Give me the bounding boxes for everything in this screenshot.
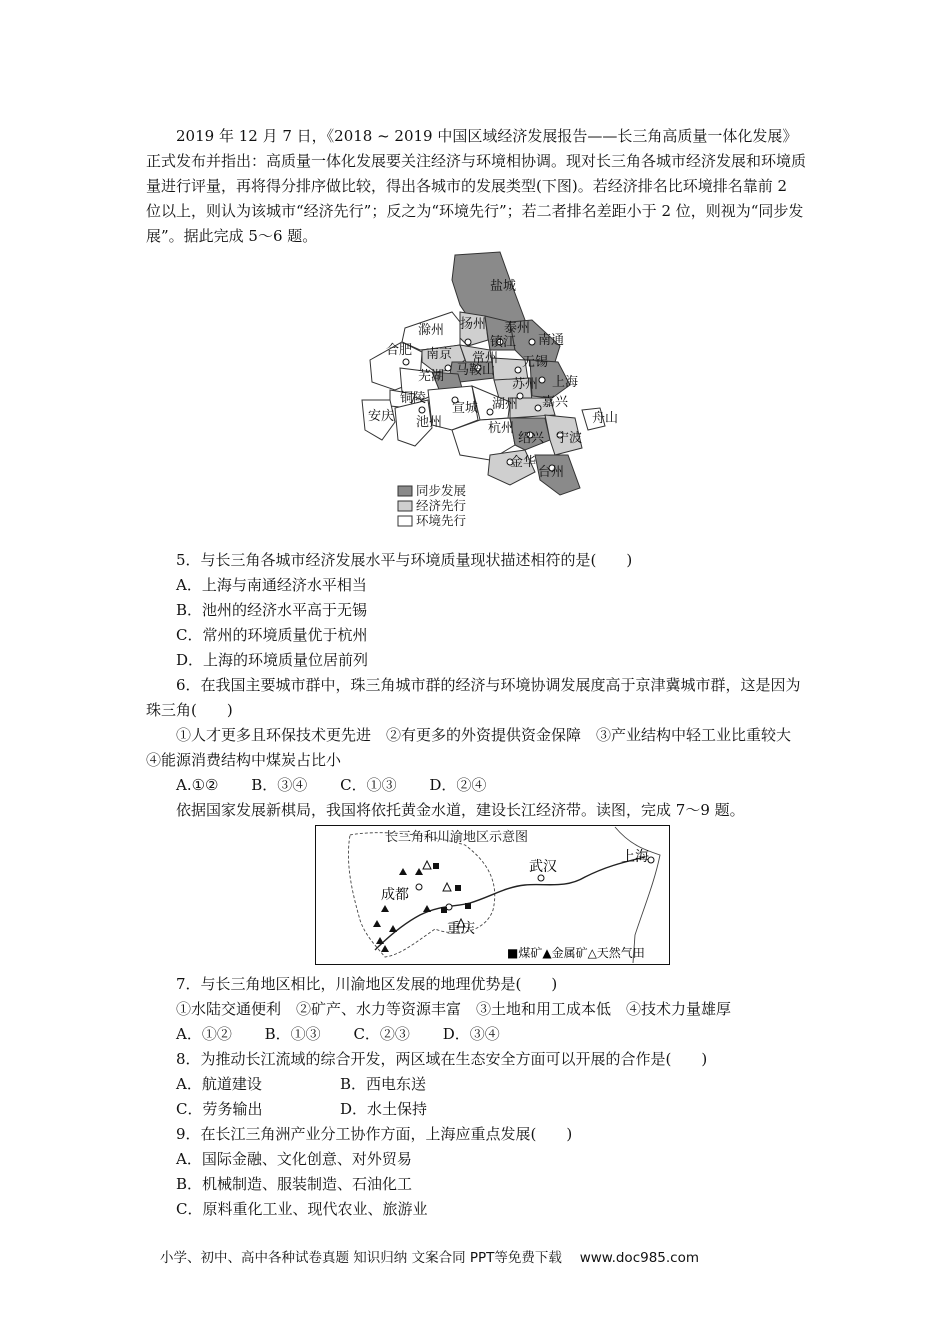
label-ningbo: 宁波 (556, 431, 583, 446)
label-changzhou: 常州 (472, 351, 499, 366)
q8-option-a: A．航道建设 (176, 1075, 262, 1093)
q5-option-d: D．上海的环境质量位居前列 (176, 651, 369, 669)
map2-city-chongqing: 重庆 (447, 921, 475, 937)
label-suzhou: 苏州 (512, 377, 539, 392)
map2-city-chengdu: 成都 (381, 887, 409, 903)
q9-option-a: A．国际金融、文化创意、对外贸易 (176, 1150, 412, 1168)
label-yancheng: 盐城 (490, 279, 517, 294)
map2-city-wuhan: 武汉 (529, 859, 557, 875)
q6-option-b: B．③④ (251, 776, 308, 794)
label-zhenjiang: 镇江 (490, 335, 517, 350)
q6-option-c: C．①③ (340, 776, 397, 794)
q6-stem: 6．在我国主要城市群中，珠三角城市群的经济与环境协调发展度高于京津冀城市群，这是因为珠三角( ) (146, 676, 801, 719)
legend-sync: 同步发展 (416, 483, 467, 498)
label-anqing: 安庆 (368, 409, 395, 424)
q9-stem: 9．在长江三角洲产业分工协作方面，上海应重点发展( ) (176, 1125, 573, 1143)
label-taizhou-js: 泰州 (504, 321, 531, 336)
intro-paragraph: 2019 年 12 月 7 日，《2018 ~ 2019 中国区域经济发展报告——长三角高质量一体化发展》正式发布并指出：高质量一体化发展要关注经济与环境相协调。现对长三角各城市经济发展和环境质量进行评量，再将得分排序做比较，得出各城市的发展类型(下图)。若经济排名比环境排名靠前 2 位以上，则认为该城市“经济先行”；反之为“环境先行”；若二者排名差距小于 2 位，则视为“同步发展”。据此完成 5～6 题。 (146, 127, 807, 245)
label-xuancheng: 宣城 (452, 401, 479, 416)
yrd-development-map (360, 250, 630, 532)
q6-options (176, 773, 486, 798)
label-maanshan: 马鞍山 (456, 363, 496, 378)
label-huzhou: 湖州 (492, 397, 519, 412)
q6-items: ①人才更多且环保技术更先进 ②有更多的外资提供资金保障 ③产业结构中轻工业比重较大 ④能源消费结构中煤炭占比小 (146, 726, 807, 769)
q5-option-b: B．池州的经济水平高于无锡 (176, 601, 368, 619)
label-wuxi: 无锡 (522, 355, 549, 370)
q7-items: ①水陆交通便利 ②矿产、水力等资源丰富 ③土地和用工成本低 ④技术力量雄厚 (176, 1000, 732, 1018)
q5-stem: 5．与长三角各城市经济发展水平与环境质量现状描述相符的是( ) (176, 551, 633, 569)
q6-option-a: A.①② (176, 776, 219, 794)
q8-stem: 8．为推动长江流域的综合开发，两区域在生态安全方面可以开展的合作是( ) (176, 1050, 708, 1068)
legend-env: 环境先行 (416, 513, 467, 528)
label-chuzhou: 滁州 (418, 323, 445, 338)
label-jiaxing: 嘉兴 (542, 395, 569, 410)
label-wuhu: 芜湖 (418, 369, 445, 384)
q7-option-d: D．③④ (442, 1025, 500, 1043)
q5-option-a: A．上海与南通经济水平相当 (176, 576, 367, 594)
q8-option-d: D．水土保持 (340, 1100, 428, 1118)
label-shanghai: 上海 (552, 375, 579, 390)
label-tongling: 铜陵 (400, 391, 427, 406)
label-taizhou-zj: 台州 (538, 465, 565, 480)
label-hangzhou: 杭州 (488, 421, 515, 436)
label-shaoxing: 绍兴 (518, 431, 545, 446)
q7-option-b: B．①③ (264, 1025, 321, 1043)
label-chizhou: 池州 (416, 415, 443, 430)
map2-city-shanghai: 上海 (621, 849, 649, 865)
legend-econ: 经济先行 (416, 498, 467, 513)
q9-option-c: C．原料重化工业、现代农业、旅游业 (176, 1200, 428, 1218)
q8-option-b: B．西电东送 (340, 1075, 427, 1093)
q7-options (176, 1022, 500, 1047)
q7-stem: 7．与长三角地区相比，川渝地区发展的地理优势是( ) (176, 975, 558, 993)
q6-option-d: D．②④ (429, 776, 487, 794)
q7-option-a: A．①② (176, 1025, 232, 1043)
label-zhoushan: 舟山 (592, 411, 619, 426)
label-nanjing: 南京 (426, 347, 453, 362)
map1-legend (398, 483, 467, 528)
q8-option-c: C．劳务输出 (176, 1100, 263, 1118)
label-yangzhou: 扬州 (460, 317, 487, 332)
intro2: 依据国家发展新棋局，我国将依托黄金水道，建设长江经济带。读图，完成 7～9 题。 (176, 801, 745, 819)
label-hefei: 合肥 (386, 343, 413, 358)
page-footer: 小学、初中、高中各种试卷真题 知识归纳 文案合同 PPT等免费下载 www.doc985.com (160, 1250, 700, 1266)
yangtze-economic-belt-map (315, 825, 670, 965)
q9-option-b: B．机械制造、服装制造、石油化工 (176, 1175, 413, 1193)
label-nantong: 南通 (538, 333, 565, 348)
q5-option-c: C．常州的环境质量优于杭州 (176, 626, 368, 644)
label-jinhua: 金华 (510, 455, 537, 470)
map2-title: 长三角和川渝地区示意图 (385, 830, 529, 845)
map2-legend: ■煤矿▲金属矿△天然气田 (507, 946, 645, 960)
q7-option-c: C．②③ (353, 1025, 410, 1043)
